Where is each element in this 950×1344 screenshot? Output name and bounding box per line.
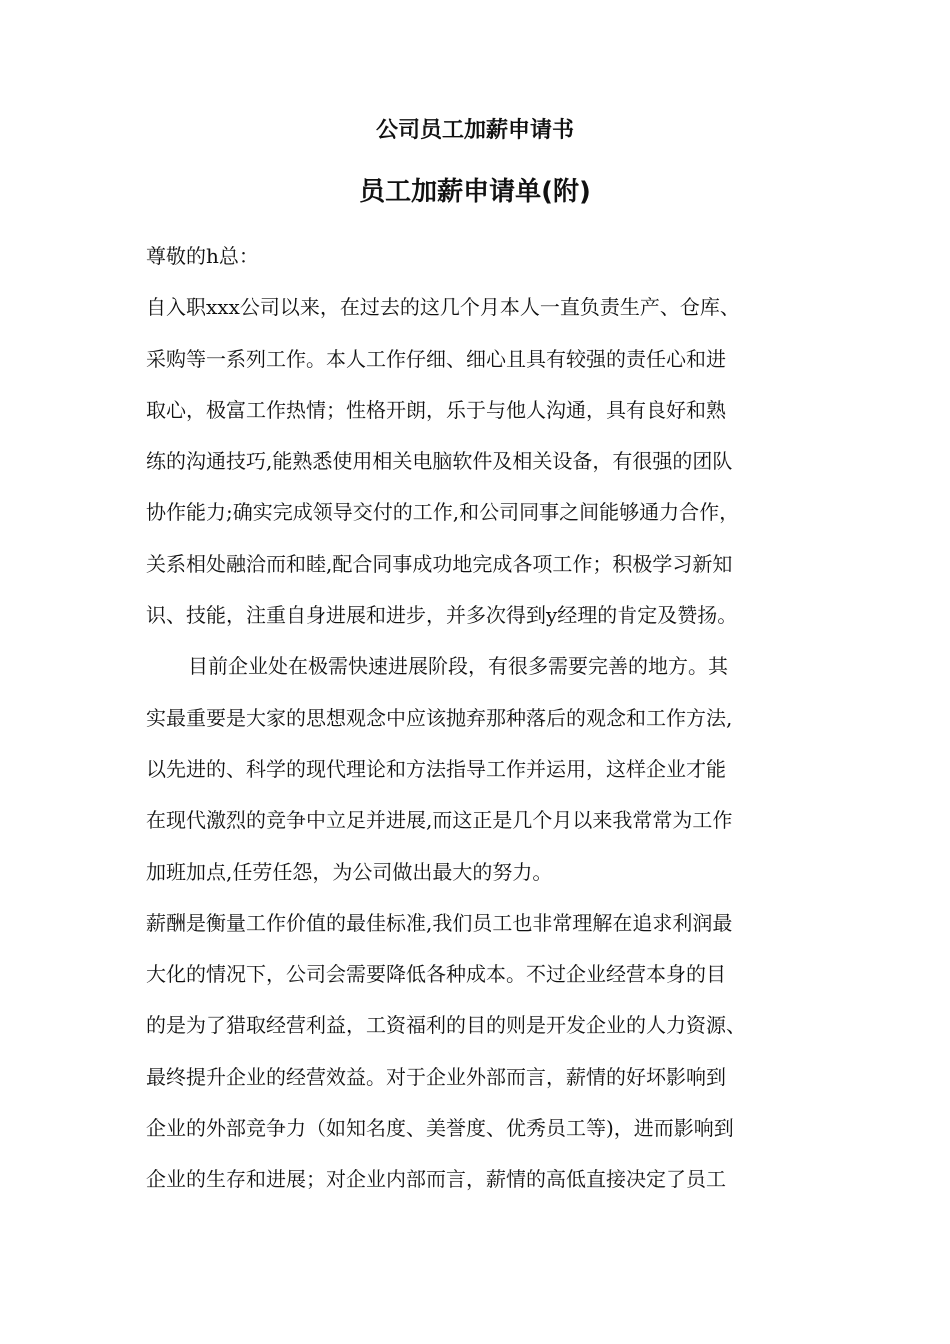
text-line: 自入职xxx公司以来，在过去的这几个月本人一直负责生产、仓库、 <box>146 295 740 320</box>
text-line: 识、技能，注重自身进展和进步，并多次得到y经理的肯定及赞扬。 <box>146 603 738 628</box>
text-line: 在现代激烈的竞争中立足并进展,而这正是几个月以来我常常为工作 <box>146 808 733 833</box>
text-line: 尊敬的h总： <box>146 244 259 268</box>
text-line: 练的沟通技巧,能熟悉使用相关电脑软件及相关设备，有很强的团队 <box>146 449 733 474</box>
text-line: 企业的生存和进展；对企业内部而言，薪情的高低直接决定了员工 <box>146 1167 726 1192</box>
document-subtitle: 员工加薪申请单(附) <box>359 177 591 207</box>
text-line: 加班加点,任劳任怨，为公司做出最大的努力。 <box>146 859 553 884</box>
document-body <box>146 236 810 1211</box>
text-line: 实最重要是大家的思想观念中应该抛弃那种落后的观念和工作方法, <box>146 705 733 730</box>
text-line: 企业的外部竞争力（如知名度、美誉度、优秀员工等)，进而影响到 <box>146 1116 734 1141</box>
text-line: 关系相处融洽而和睦,配合同事成功地完成各项工作；积极学习新知 <box>146 551 733 576</box>
text-line: 采购等一系列工作。本人工作仔细、细心且具有较强的责任心和进 <box>146 346 726 371</box>
text-line: 最终提升企业的经营效益。对于企业外部而言，薪情的好坏影响到 <box>146 1064 726 1089</box>
text-line: 协作能力;确实完成领导交付的工作,和公司同事之间能够通力合作， <box>146 500 740 525</box>
text-line: 的是为了猎取经营利益，工资福利的目的则是开发企业的人力资源、 <box>146 1013 746 1038</box>
text-line: 薪酬是衡量工作价值的最佳标准,我们员工也非常理解在追求利润最 <box>146 910 733 935</box>
text-line: 取心，极富工作热情；性格开朗，乐于与他人沟通，具有良好和熟 <box>146 397 726 422</box>
text-line: 大化的情况下，公司会需要降低各种成本。不过企业经营本身的目 <box>146 962 726 987</box>
document-title: 公司员工加薪申请书 <box>375 118 574 143</box>
text-line: 目前企业处在极需快速进展阶段，有很多需要完善的地方。其 <box>188 654 728 679</box>
text-line: 以先进的、科学的现代理论和方法指导工作并运用，这样企业才能 <box>146 756 726 781</box>
